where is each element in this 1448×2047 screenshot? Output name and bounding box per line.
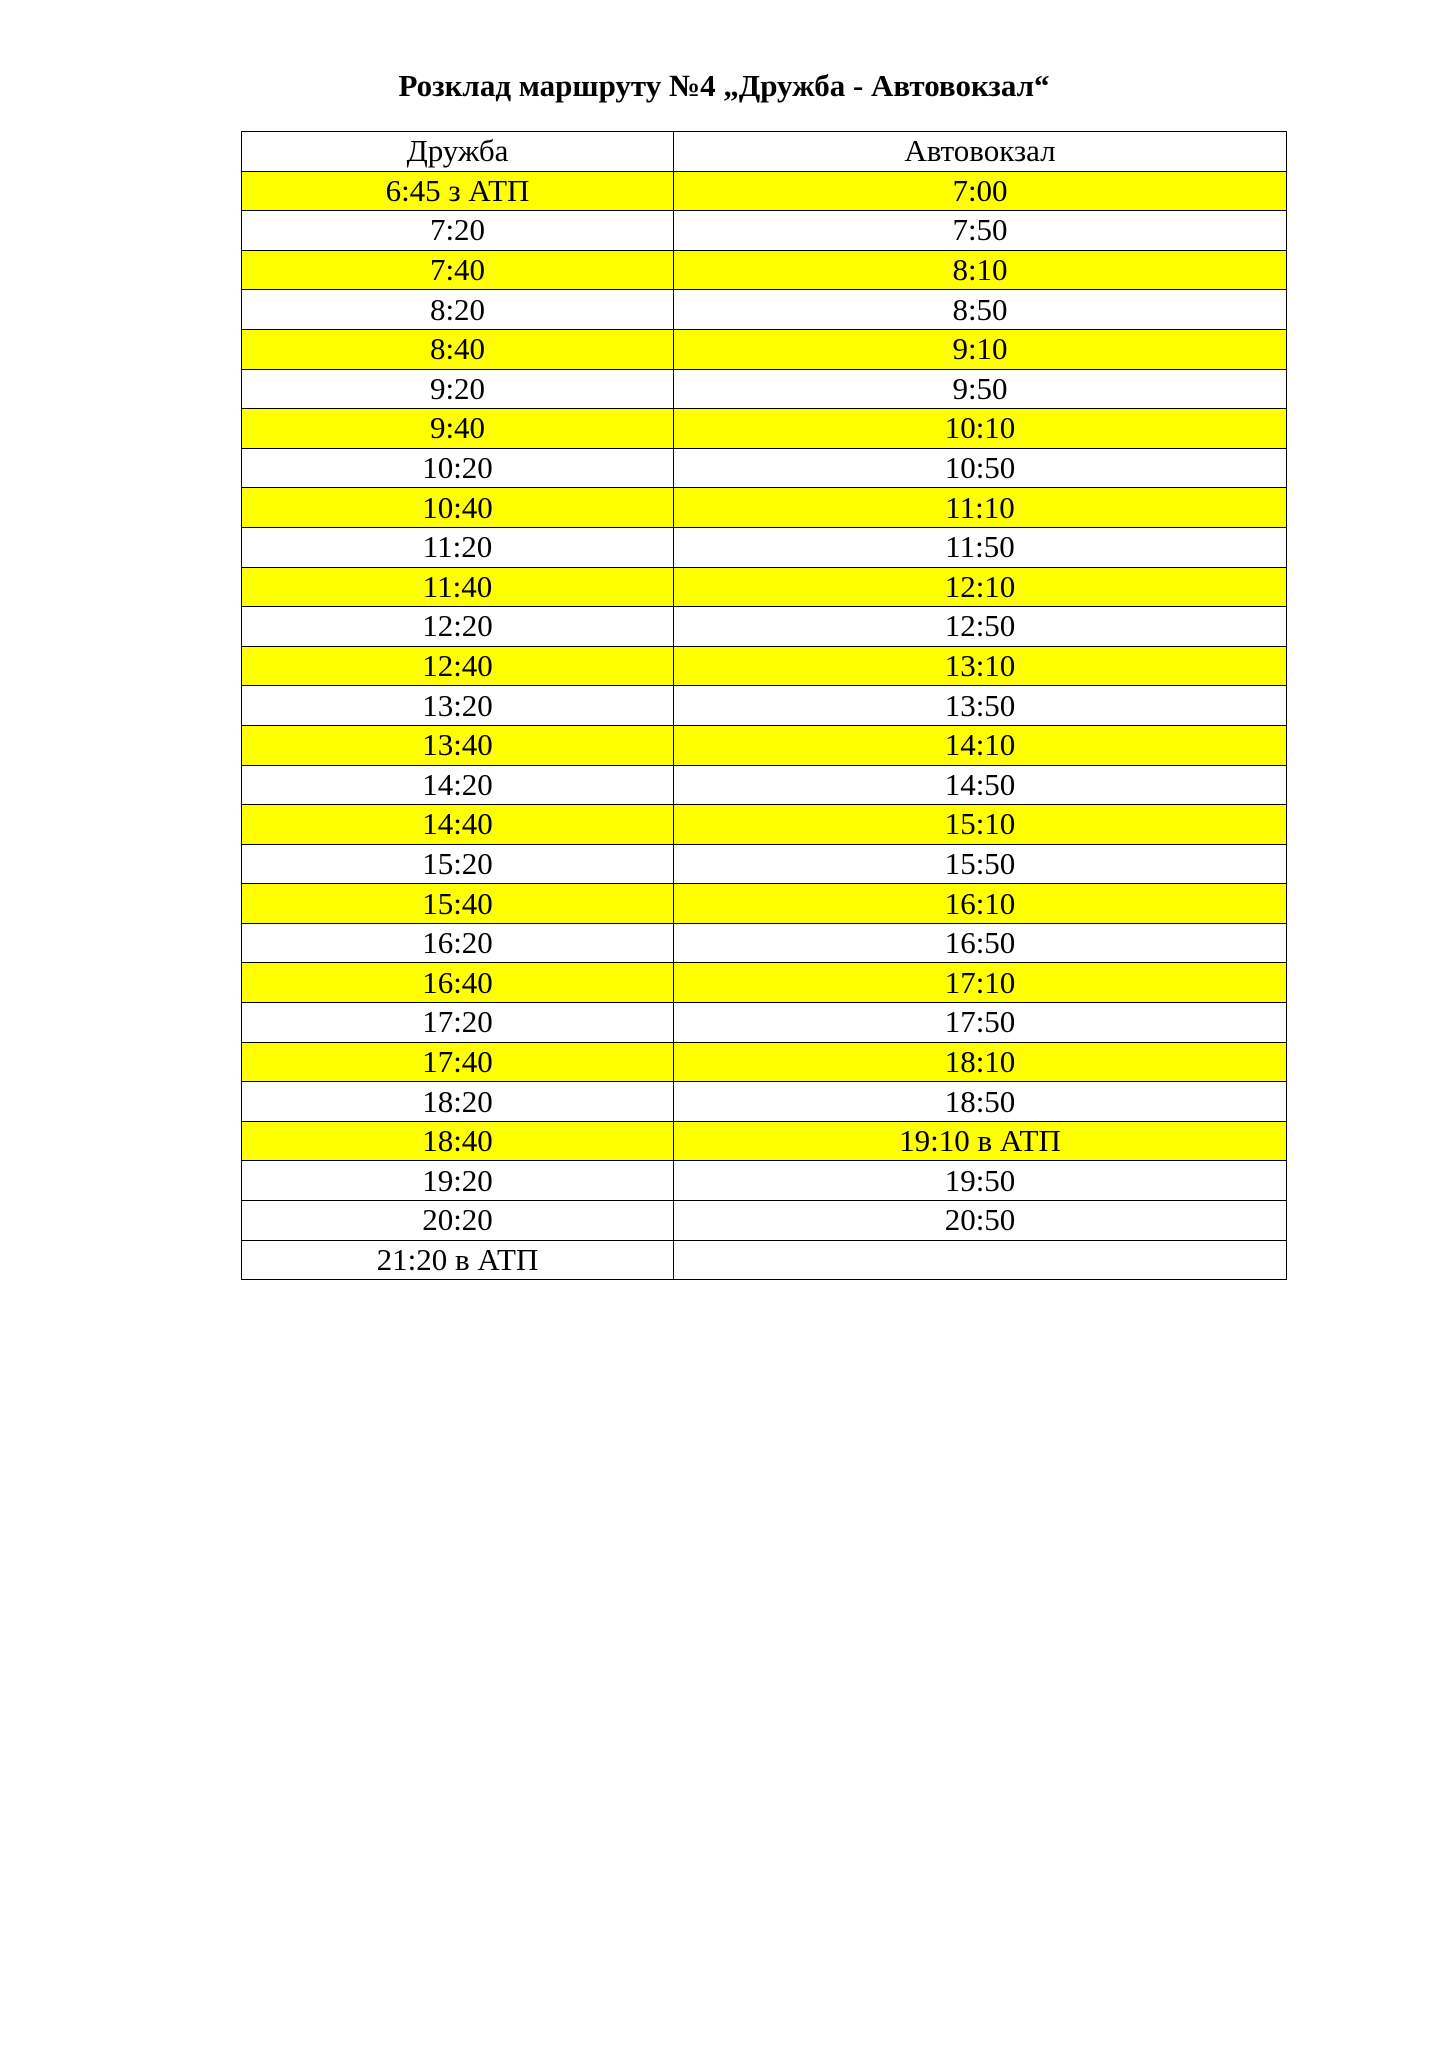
table-row [242,1042,1287,1082]
table-row [242,448,1287,488]
departure-druzhba-cell: 10:40 [242,488,674,528]
departure-druzhba-cell: 19:20 [242,1161,674,1201]
departure-druzhba-cell: 10:20 [242,448,674,488]
table-row [242,646,1287,686]
departure-avtovokzal-cell: 20:50 [674,1201,1287,1241]
table-row [242,1003,1287,1043]
table-row [242,607,1287,647]
column-header-druzhba: Дружба [242,132,674,172]
departure-druzhba-cell: 21:20 в АТП [242,1240,674,1280]
departure-druzhba-cell: 6:45 з АТП [242,171,674,211]
table-row [242,725,1287,765]
departure-druzhba-cell: 15:20 [242,844,674,884]
departure-avtovokzal-cell: 16:50 [674,923,1287,963]
departure-avtovokzal-cell: 18:10 [674,1042,1287,1082]
departure-avtovokzal-cell: 7:00 [674,171,1287,211]
departure-druzhba-cell: 17:40 [242,1042,674,1082]
table-row [242,963,1287,1003]
departure-avtovokzal-cell: 8:10 [674,250,1287,290]
table-row [242,923,1287,963]
departure-avtovokzal-cell: 11:10 [674,488,1287,528]
table-row [242,488,1287,528]
page-title: Розклад маршруту №4 „Дружба - Автовокзал“ [398,68,1050,103]
departure-druzhba-cell: 16:20 [242,923,674,963]
table-row [242,1161,1287,1201]
departure-avtovokzal-cell: 15:50 [674,844,1287,884]
table-row [242,1082,1287,1122]
departure-avtovokzal-cell: 14:10 [674,725,1287,765]
column-header-avtovokzal: Автовокзал [674,132,1287,172]
departure-druzhba-cell: 7:20 [242,211,674,251]
table-row [242,250,1287,290]
departure-druzhba-cell: 12:20 [242,607,674,647]
departure-druzhba-cell: 9:20 [242,369,674,409]
departure-druzhba-cell: 14:20 [242,765,674,805]
departure-druzhba-cell: 14:40 [242,805,674,845]
departure-druzhba-cell: 16:40 [242,963,674,1003]
table-row [242,805,1287,845]
departure-druzhba-cell: 8:20 [242,290,674,330]
departure-druzhba-cell: 20:20 [242,1201,674,1241]
departure-avtovokzal-cell: 12:10 [674,567,1287,607]
departure-druzhba-cell: 11:20 [242,527,674,567]
table-row [242,884,1287,924]
departure-avtovokzal-cell: 19:50 [674,1161,1287,1201]
table-row [242,171,1287,211]
departure-avtovokzal-cell: 18:50 [674,1082,1287,1122]
departure-avtovokzal-cell: 9:50 [674,369,1287,409]
departure-druzhba-cell: 15:40 [242,884,674,924]
table-row [242,409,1287,449]
departure-avtovokzal-cell: 13:10 [674,646,1287,686]
departure-druzhba-cell: 13:20 [242,686,674,726]
table-row [242,567,1287,607]
departure-avtovokzal-cell: 19:10 в АТП [674,1121,1287,1161]
departure-avtovokzal-cell: 15:10 [674,805,1287,845]
table-row [242,1121,1287,1161]
departure-druzhba-cell: 11:40 [242,567,674,607]
departure-avtovokzal-cell: 13:50 [674,686,1287,726]
departure-avtovokzal-cell: 12:50 [674,607,1287,647]
departure-avtovokzal-cell: 10:50 [674,448,1287,488]
departure-avtovokzal-cell: 8:50 [674,290,1287,330]
table-header-row [242,132,1287,172]
table-row [242,1201,1287,1241]
departure-avtovokzal-cell: 9:10 [674,329,1287,369]
table-row [242,290,1287,330]
departure-druzhba-cell: 12:40 [242,646,674,686]
departure-druzhba-cell: 8:40 [242,329,674,369]
departure-avtovokzal-cell: 17:50 [674,1003,1287,1043]
table-row [242,1240,1287,1280]
departure-druzhba-cell: 9:40 [242,409,674,449]
departure-avtovokzal-cell: 14:50 [674,765,1287,805]
departure-avtovokzal-cell: 17:10 [674,963,1287,1003]
departure-avtovokzal-cell [674,1240,1287,1280]
table-row [242,844,1287,884]
departure-avtovokzal-cell: 11:50 [674,527,1287,567]
schedule-body [242,171,1287,1280]
schedule-table [241,131,1287,1280]
table-row [242,211,1287,251]
departure-druzhba-cell: 17:20 [242,1003,674,1043]
departure-druzhba-cell: 18:20 [242,1082,674,1122]
departure-druzhba-cell: 7:40 [242,250,674,290]
table-row [242,765,1287,805]
departure-druzhba-cell: 18:40 [242,1121,674,1161]
table-row [242,369,1287,409]
table-row [242,329,1287,369]
departure-druzhba-cell: 13:40 [242,725,674,765]
table-row [242,527,1287,567]
departure-avtovokzal-cell: 10:10 [674,409,1287,449]
table-row [242,686,1287,726]
departure-avtovokzal-cell: 16:10 [674,884,1287,924]
departure-avtovokzal-cell: 7:50 [674,211,1287,251]
